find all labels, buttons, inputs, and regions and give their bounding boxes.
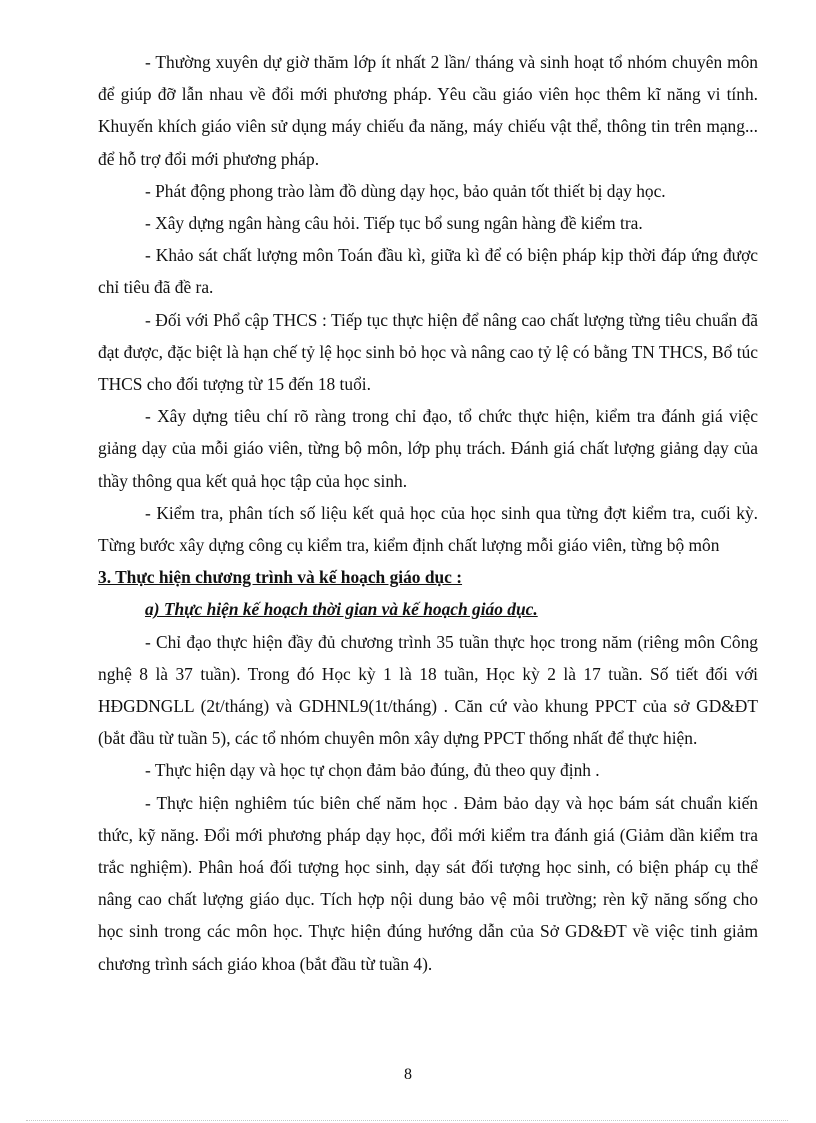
paragraph-teaching-aids: - Phát động phong trào làm đồ dùng dạy học, bảo quản tốt thiết bị dạy học. — [145, 180, 666, 201]
paragraph-program-weeks: - Chỉ đạo thực hiện đầy đủ chương trình 35 tuần thực học trong năm (riêng môn Công nghệ 8 là 37 tuần). Trong đó Học kỳ 1 là 18 tuần, Học kỳ 2 là 17 tuần. Số tiết đối với HĐGDNGLL (2t/tháng) và GDHNL9(1t/tháng) . Căn cứ vào khung PPCT của sở GD&ĐT (bắt đầu từ tuần 5), các tổ nhóm chuyên môn xây dựng PPCT thống nhất để thực hiện. — [98, 631, 758, 749]
section-heading: 3. Thực hiện chương trình và kế hoạch giáo dục : — [98, 567, 463, 588]
paragraph-elective-teaching: - Thực hiện dạy và học tự chọn đảm bảo đúng, đủ theo quy định . — [145, 760, 600, 781]
paragraph-result-analysis: - Kiểm tra, phân tích số liệu kết quả học của học sinh qua từng đợt kiểm tra, cuối kỳ. Từng bước xây dựng công cụ kiểm tra, kiểm định chất lượng mỗi giáo viên, từng bộ môn — [98, 502, 758, 556]
paragraph-question-bank: - Xây dựng ngân hàng câu hỏi. Tiếp tục bổ sung ngân hàng đề kiểm tra. — [145, 213, 643, 234]
subsection-heading: a) Thực hiện kế hoạch thời gian và kế hoạch giáo dục. — [145, 599, 538, 620]
document-body — [98, 46, 758, 980]
paragraph-universal-education: - Đối với Phổ cập THCS : Tiếp tục thực hiện để nâng cao chất lượng từng tiêu chuẩn đã đạt được, đặc biệt là hạn chế tỷ lệ học sinh bỏ học và nâng cao tỷ lệ có bằng TN THCS, Bổ túc THCS cho đối tượng từ 15 đến 18 tuổi. — [98, 309, 758, 395]
paragraph-evaluation-criteria: - Xây dựng tiêu chí rõ ràng trong chỉ đạo, tổ chức thực hiện, kiểm tra đánh giá việc giảng dạy của mỗi giáo viên, từng bộ môn, lớp phụ trách. Đánh giá chất lượng giảng dạy của thầy thông qua kết quả học tập của học sinh. — [98, 406, 758, 491]
paragraph-teacher-observation: - Thường xuyên dự giờ thăm lớp ít nhất 2 lần/ tháng và sinh hoạt tổ nhóm chuyên môn để giúp đỡ lẫn nhau về đổi mới phương pháp. Yêu cầu giáo viên học thêm kĩ năng vi tính. Khuyến khích giáo viên sử dụng máy chiếu đa năng, máy chiếu vật thể, thông tin trên mạng... để hỗ trợ đổi mới phương pháp. — [98, 52, 758, 169]
paragraph-math-survey: - Khảo sát chất lượng môn Toán đầu kì, giữa kì để có biện pháp kịp thời đáp ứng được chỉ tiêu đã đề ra. — [98, 245, 758, 298]
page-number: 8 — [404, 1066, 412, 1083]
paragraph-school-year-plan: - Thực hiện nghiêm túc biên chế năm học . Đảm bảo dạy và học bám sát chuẩn kiến thức, kỹ năng. Đổi mới phương pháp dạy học, đổi mới kiểm tra đánh giá (Giảm dần kiểm tra trắc nghiệm). Phân hoá đối tượng học sinh, dạy sát đối tượng học sinh, có biện pháp cụ thể nâng cao chất lượng giáo dục. Tích hợp nội dung bảo vệ môi trường; rèn kỹ năng sống cho học sinh trong các môn học. Thực hiện đúng hướng dẫn của Sở GD&ĐT về việc tinh giảm chương trình sách giáo khoa (bắt đầu từ tuần 4). — [98, 792, 758, 974]
footer-divider — [26, 1120, 788, 1121]
